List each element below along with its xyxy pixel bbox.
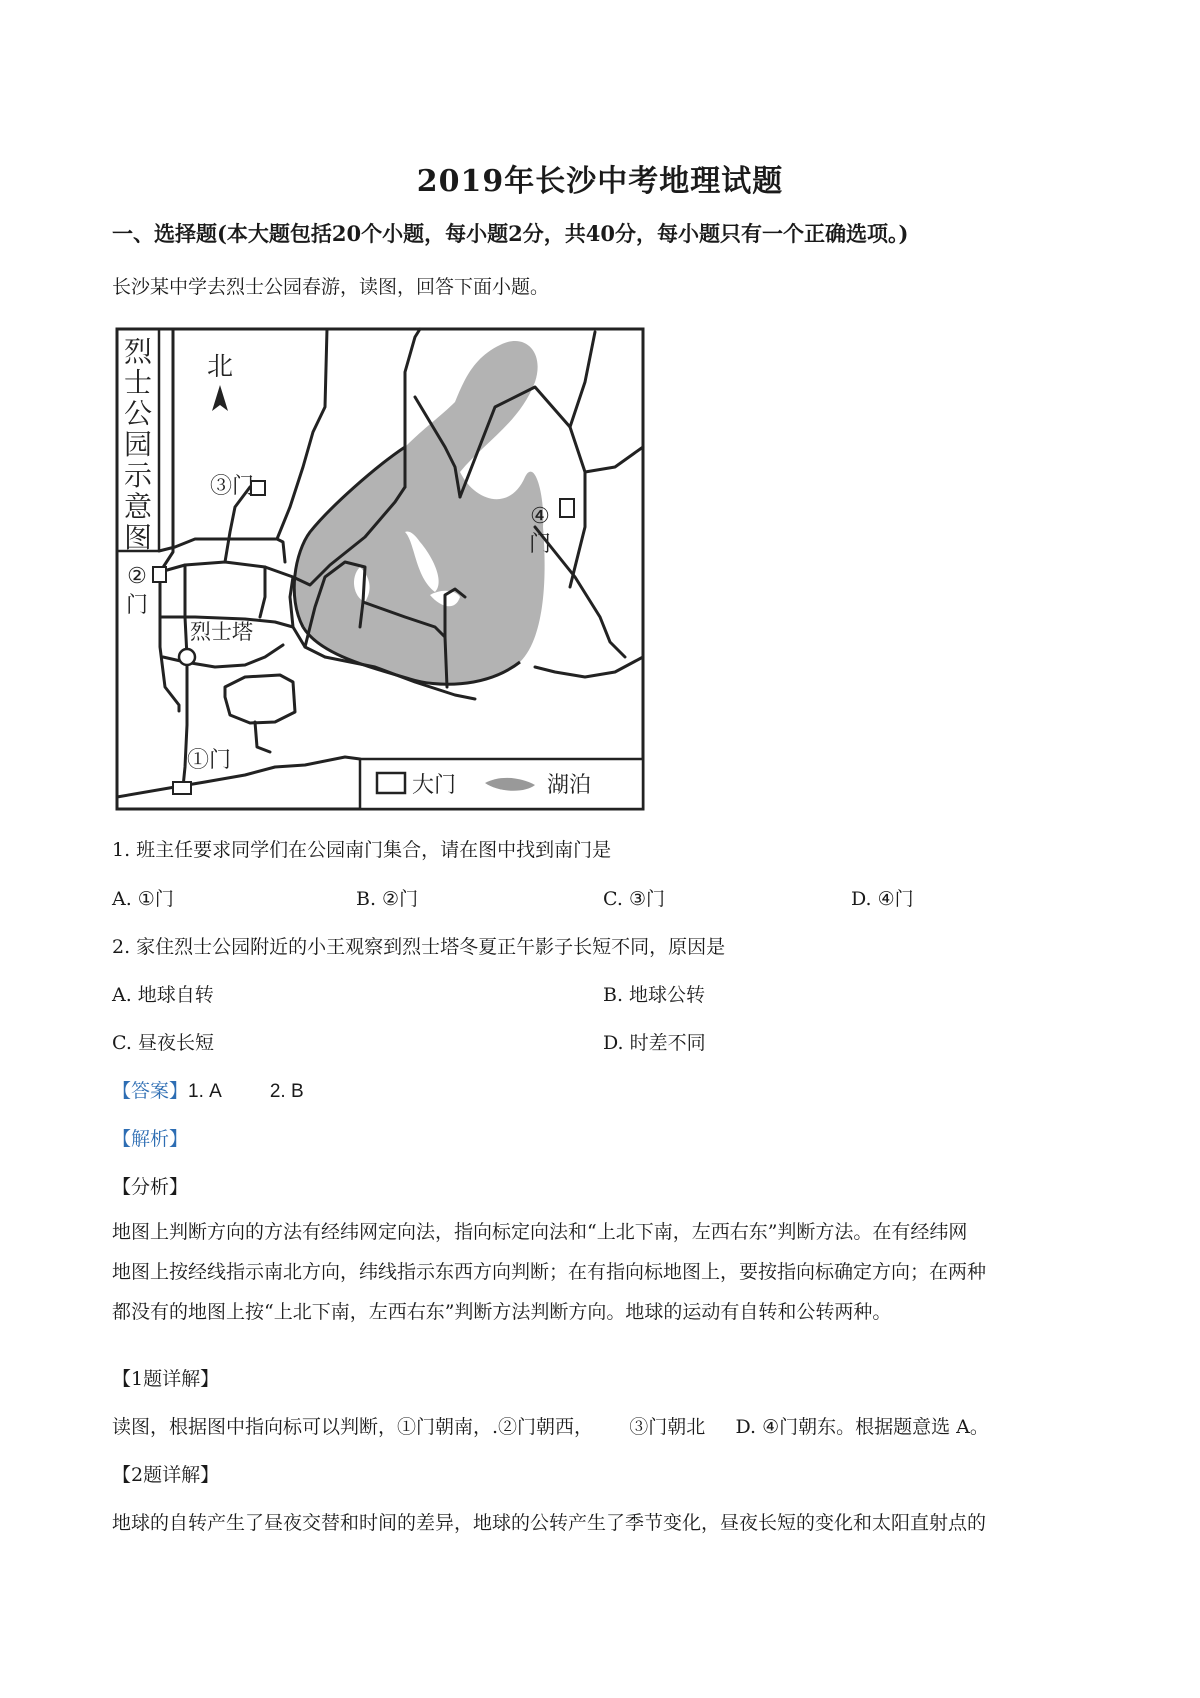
fenxi-label: 【分析】	[112, 1176, 189, 1198]
question-intro: 长沙某中学去烈士公园春游，读图，回答下面小题。	[112, 276, 550, 298]
q1-option-d: D. ④门	[851, 888, 914, 910]
q1-option-c: C. ③门	[603, 888, 665, 910]
fenxi-line: 地图上按经线指示南北方向，纬线指示东西方向判断；在有指向标地图上，要按指向标确定方向；在两种	[112, 1261, 987, 1283]
gate-2-label: ②	[127, 564, 147, 589]
gate-1-marker	[173, 782, 191, 794]
analysis-label: 【解析】	[112, 1128, 189, 1150]
gate-3-label: ③门	[210, 474, 255, 499]
q1-option-b: B. ②门	[356, 888, 419, 910]
fenxi-line: 都没有的地图上按“上北下南，左西右东”判断方法判断方向。地球的运动有自转和公转两种。	[112, 1301, 892, 1323]
park-map-figure	[115, 327, 645, 811]
page-title: 2019年长沙中考地理试题	[416, 164, 784, 199]
map-title-char: 园	[123, 428, 153, 461]
legend-gate-label: 大门	[412, 773, 457, 798]
q2-option-a: A. 地球自转	[112, 984, 214, 1006]
legend-gate-icon	[377, 773, 405, 793]
answer-1: 1. A	[188, 1081, 222, 1102]
gate-4-label: ④	[530, 504, 550, 529]
tower-label: 烈士塔	[190, 620, 253, 644]
legend-lake-label: 湖泊	[547, 773, 592, 798]
map-title-char: 烈	[123, 335, 153, 368]
answer-2: 2. B	[269, 1081, 304, 1102]
question-1: 1. 班主任要求同学们在公园南门集合，请在图中找到南门是	[112, 839, 612, 861]
gate-2-label: 门	[125, 593, 149, 618]
detail-2-label: 【2题详解】	[112, 1464, 220, 1486]
detail-1-text: 读图，根据图中指向标可以判断，①门朝南，.②门朝西， ③门朝北 D. ④门朝东。根据题意选 A。	[112, 1416, 989, 1438]
fenxi-line: 地图上判断方向的方法有经纬网定向法，指向标定向法和“上北下南，左西右东”判断方法。在有经纬网	[112, 1221, 968, 1243]
map-title-char: 示	[123, 459, 153, 492]
question-2: 2. 家住烈士公园附近的小王观察到烈士塔冬夏正午影子长短不同，原因是	[112, 936, 726, 958]
q1-option-a: A. ①门	[112, 888, 174, 910]
north-label: 北	[206, 352, 234, 382]
gate-2-marker	[153, 567, 166, 582]
map-title-char: 意	[123, 490, 153, 523]
q2-option-c: C. 昼夜长短	[112, 1032, 214, 1054]
gate-4-label: 门	[528, 532, 552, 557]
fenxi-paragraph	[112, 1212, 1102, 1332]
map-title-char: 公	[123, 397, 153, 430]
answer-label: 【答案】	[112, 1080, 189, 1102]
gate-4-marker	[560, 499, 574, 517]
detail-2-text: 地球的自转产生了昼夜交替和时间的差异，地球的公转产生了季节变化，昼夜长短的变化和太阳直射点的	[112, 1512, 987, 1534]
q2-option-b: B. 地球公转	[603, 984, 706, 1006]
section-heading: 一、选择题(本大题包括20个小题，每小题2分，共40分，每小题只有一个正确选项。)	[112, 221, 909, 246]
map-title-char: 图	[123, 521, 153, 554]
detail-1-label: 【1题详解】	[112, 1368, 220, 1390]
q2-option-d: D. 时差不同	[603, 1032, 706, 1054]
tower-icon	[179, 649, 195, 665]
gate-1-label: ①门	[187, 748, 232, 773]
map-title-char: 士	[123, 366, 153, 399]
answer-line	[112, 1076, 304, 1103]
